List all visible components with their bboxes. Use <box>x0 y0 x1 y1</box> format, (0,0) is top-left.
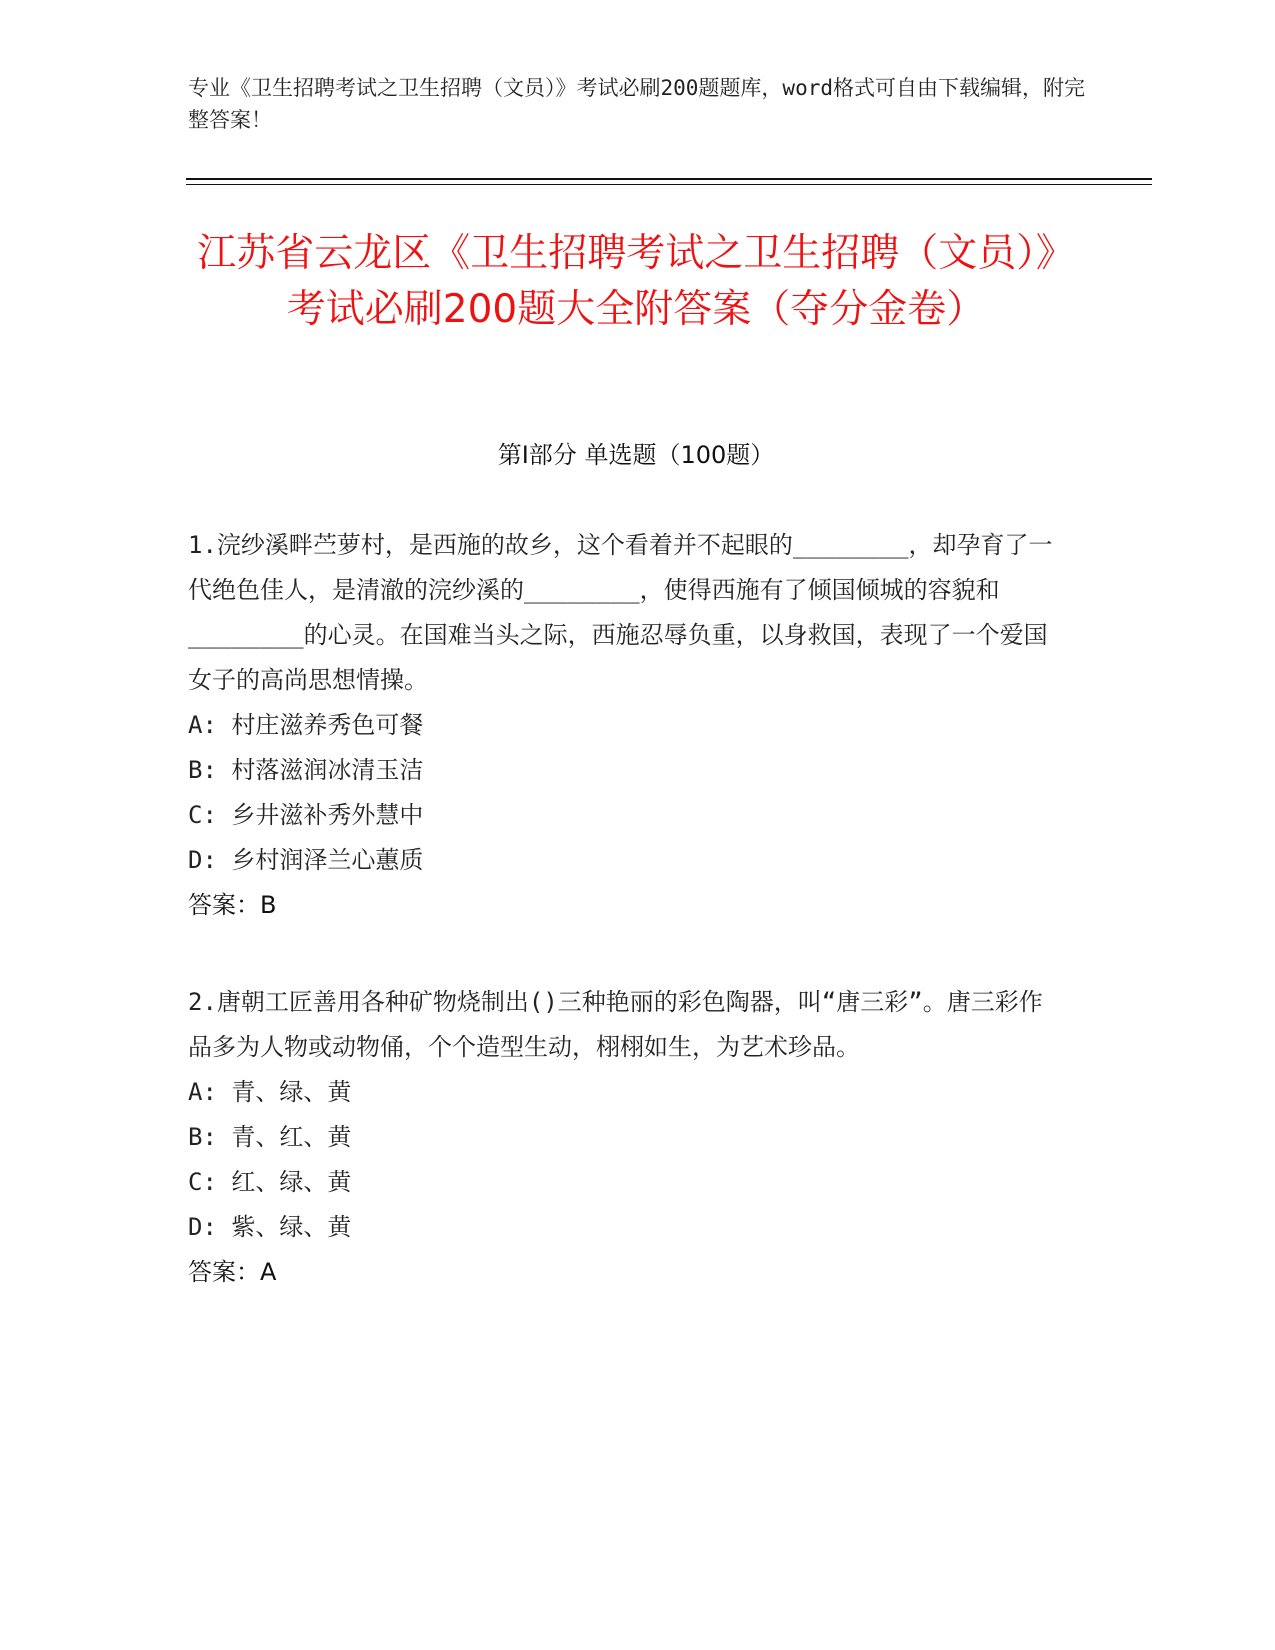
question-text: 2.唐朝工匠善用各种矿物烧制出()三种艳丽的彩色陶器，叫“唐三彩”。唐三彩作品多为人物或动物俑，个个造型生动，栩栩如生，为艺术珍品。 <box>188 988 1043 1061</box>
option-d: D: 紫、绿、黄 <box>188 1213 352 1241</box>
document-title: 江苏省云龙区《卫生招聘考试之卫生招聘（文员）》考试必刷200题大全附答案（夺分金卷） <box>197 231 1075 332</box>
answer: 答案：B <box>188 891 277 919</box>
document-header <box>188 72 1088 136</box>
option-b: B: 青、红、黄 <box>188 1123 352 1151</box>
answer: 答案：A <box>188 1258 277 1286</box>
option-a: A: 青、绿、黄 <box>188 1078 352 1106</box>
question-1 <box>188 523 1058 928</box>
option-b: B: 村落滋润冰清玉洁 <box>188 756 424 784</box>
header-divider-thick <box>186 178 1152 180</box>
question-text: 1.浣纱溪畔苎萝村，是西施的故乡，这个看着并不起眼的________，却孕育了一代绝色佳人，是清澈的浣纱溪的________，使得西施有了倾国倾城的容貌和________的心灵。在国难当头之际，西施忍辱负重，以身救国，表现了一个爱国女子的高尚思想情操。 <box>188 531 1053 694</box>
header-text: 专业《卫生招聘考试之卫生招聘（文员）》考试必刷200题题库，word格式可自由下载编辑，附完整答案！ <box>188 76 1085 132</box>
header-divider-thin <box>186 184 1152 185</box>
option-c: C: 乡井滋补秀外慧中 <box>188 801 424 829</box>
option-d: D: 乡村润泽兰心蕙质 <box>188 846 424 874</box>
question-2 <box>188 980 1058 1295</box>
option-c: C: 红、绿、黄 <box>188 1168 352 1196</box>
section-heading: 第I部分 单选题（100题） <box>497 441 775 469</box>
option-a: A: 村庄滋养秀色可餐 <box>188 711 424 739</box>
